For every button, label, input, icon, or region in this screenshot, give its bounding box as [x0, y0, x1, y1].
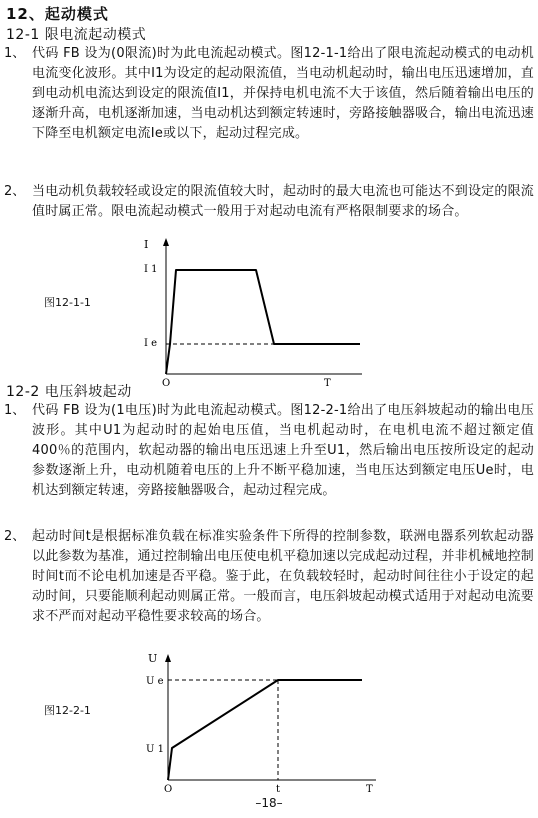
paragraph-voltage-ramp-1	[4, 401, 534, 501]
paragraph-number: 1、	[4, 403, 26, 418]
paragraph-text: 起动时间t是根据标准负载在标准实验条件下所得的控制参数，联洲电器系列软起动器以此参数为基准，通过控制输出电压使电机平稳加速以完成起动过程，并非机械地控制时间t而不论电机加速是否平稳。鉴于此，在负载较轻时，起动时间往往小于设定的起动时间，只要能顺利起动则属正常。一般而言，电压斜坡起动模式适用于对起动电流要求不严而对起动平稳性要求较高的场合。	[32, 529, 534, 624]
level-ie-label: I e	[144, 338, 158, 349]
level-i1-label: I 1	[144, 264, 158, 275]
time-t-label: t	[276, 784, 281, 794]
y-axis-arrow	[165, 654, 171, 662]
paragraph-number: 1、	[4, 46, 26, 61]
current-curve	[166, 270, 360, 374]
paragraph-text: 代码 FB 设为(0限流)时为此电流起动模式。图12-1-1给出了限电流起动模式的电动机电流变化波形。其中I1为设定的起动限流值，当电动机起动时，输出电压迅速增加，直到电动机电流达到设定的限流值I1，并保持电机电流不大于该值，然后随着输出电压的逐渐升高，电机逐渐加速，当电动机达到额定转速时，旁路接触器吸合，输出电流迅速下降至电机额定电流Ie或以下，起动过程完成。	[32, 46, 534, 141]
paragraph-current-limit-2	[4, 182, 534, 222]
x-axis-label: T	[366, 784, 373, 794]
section-title: 12、起动模式	[6, 5, 109, 23]
voltage-ramp-diagram	[140, 648, 390, 794]
current-waveform-diagram	[138, 234, 378, 390]
paragraph-text: 代码 FB 设为(1电压)时为此电流起动模式。图12-2-1给出了电压斜坡起动的输出电压波形。其中U1为起动时的起始电压值，当电机起动时，在电机电流不超过额定值400％的范围内，软起动器的输出电压迅速上升至U1，然后输出电压按所设定的起动参数逐渐上升，电动机随着电压的上升不断平稳加速，当电压达到额定电压Ue时，电机达到额定转速，旁路接触器吸合，起动过程完成。	[32, 403, 534, 498]
x-axis-label: T	[324, 378, 331, 389]
y-axis-label: U	[148, 652, 158, 665]
subsection-title-current-limit: 12-1 限电流起动模式	[6, 27, 147, 43]
paragraph-number: 2、	[4, 184, 26, 199]
paragraph-number: 2、	[4, 529, 26, 544]
y-axis-label: I	[144, 238, 149, 251]
figure-label-12-1-1: 图12-1-1	[44, 296, 91, 309]
paragraph-text: 当电动机负载较轻或设定的限流值较大时，起动时的最大电流也可能达不到设定的限流值时属正常。限电流起动模式一般用于对起动电流有严格限制要求的场合。	[32, 184, 534, 219]
page-number: –18–	[255, 796, 283, 810]
voltage-curve	[168, 680, 362, 780]
y-axis-arrow	[163, 238, 169, 246]
origin-label: O	[162, 378, 171, 389]
level-u1-label: U 1	[146, 744, 164, 755]
paragraph-current-limit-1	[4, 44, 534, 144]
paragraph-voltage-ramp-2	[4, 527, 534, 627]
figure-label-12-2-1: 图12-2-1	[44, 704, 91, 717]
subsection-title-voltage-ramp: 12-2 电压斜坡起动	[6, 384, 132, 400]
level-ue-label: U e	[146, 676, 164, 687]
origin-label: O	[164, 784, 173, 794]
